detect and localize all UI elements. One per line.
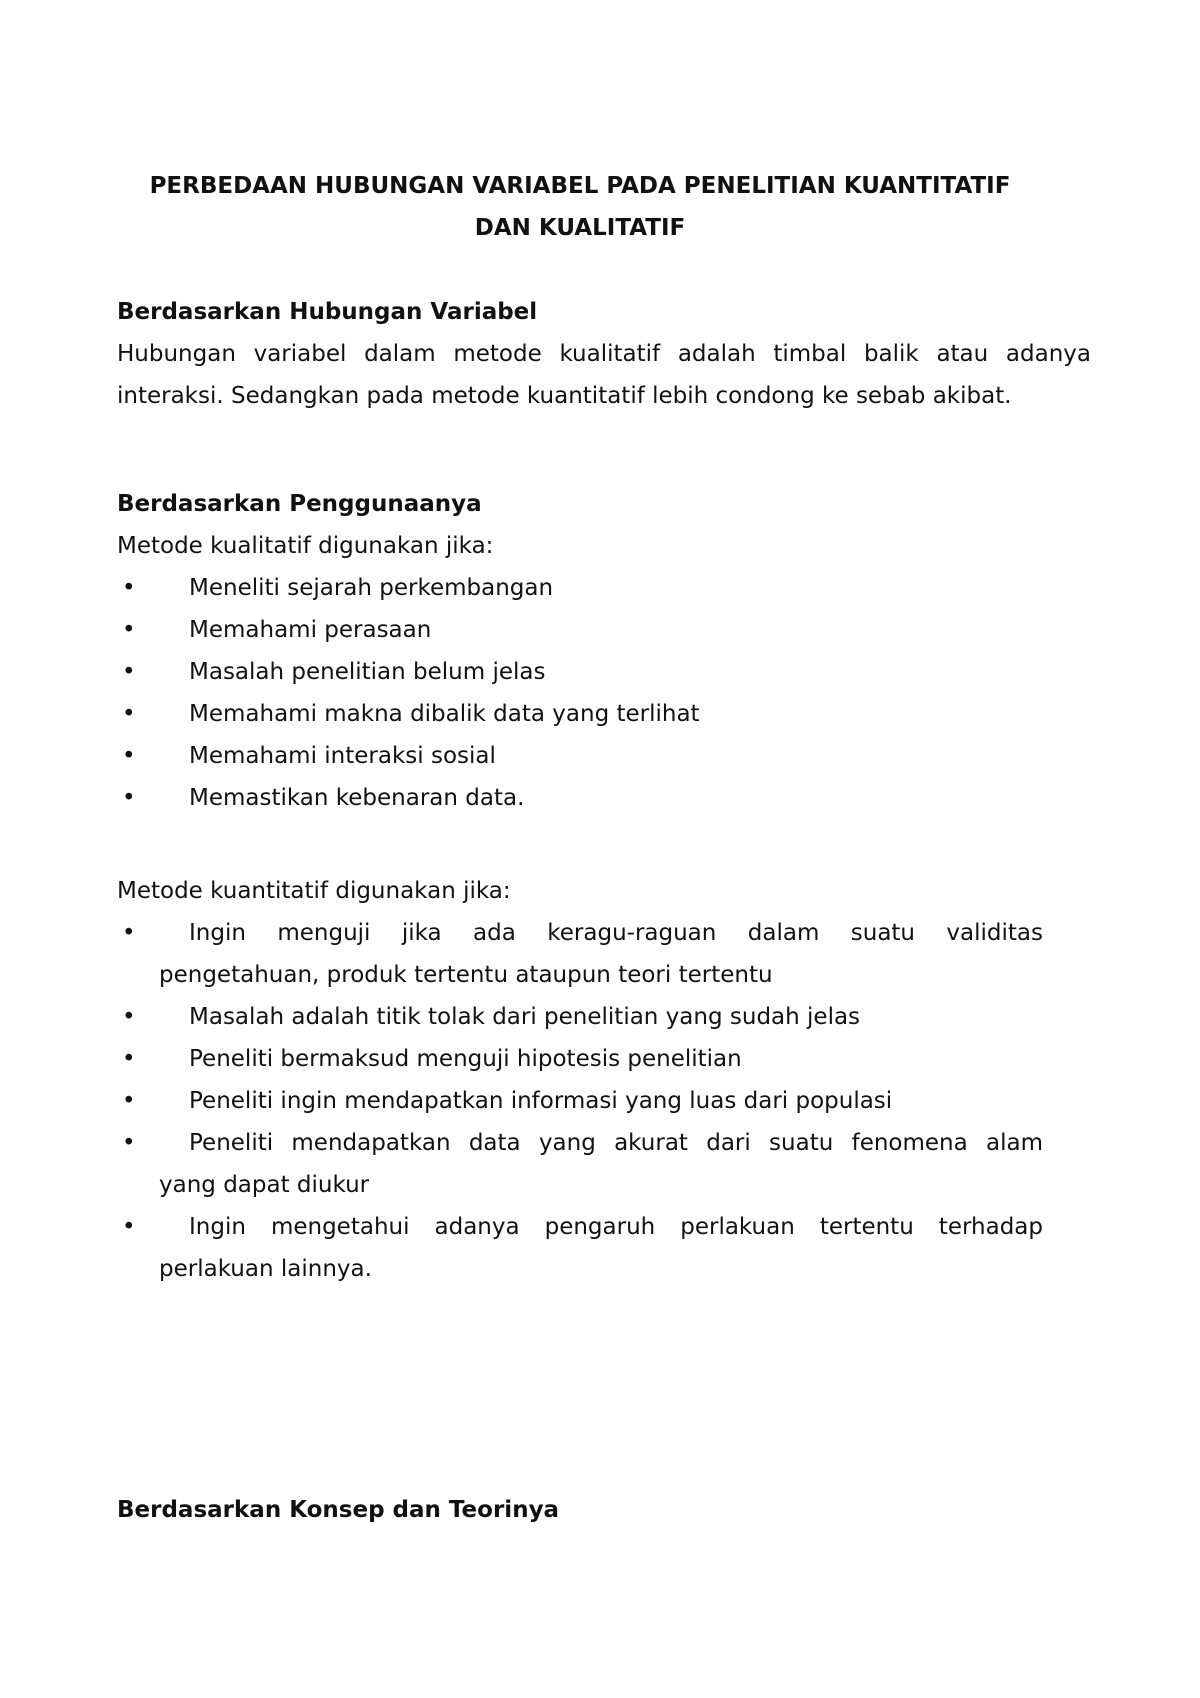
qualitative-list [117, 567, 1043, 819]
bullet-icon: • [122, 1004, 136, 1030]
qualitative-intro: Metode kualitatif digunakan jika: [117, 533, 494, 559]
list-item: • Peneliti mendapatkan data yang akurat dari suatu fenomena alam yang dapat diukur [117, 1122, 1043, 1206]
list-item: • Peneliti bermaksud menguji hipotesis penelitian [117, 1038, 1043, 1080]
list-item: • Memahami perasaan [117, 609, 1043, 651]
bullet-icon: • [122, 1046, 136, 1072]
document-title-line-2: DAN KUALITATIF [474, 215, 686, 241]
list-item: • Meneliti sejarah perkembangan [117, 567, 1043, 609]
list-item: • Memahami makna dibalik data yang terlihat [117, 693, 1043, 735]
document-title-line-1: PERBEDAAN HUBUNGAN VARIABEL PADA PENELITIAN KUANTITATIF [149, 173, 1011, 199]
paragraph-line: Hubungan variabel dalam metode kualitatif adalah timbal balik atau adanya [117, 341, 1091, 367]
bullet-icon: • [122, 617, 136, 643]
list-item: • Memahami interaksi sosial [117, 735, 1043, 777]
bullet-icon: • [122, 659, 136, 685]
bullet-icon: • [122, 575, 136, 601]
list-item: • Ingin menguji jika ada keragu-raguan dalam suatu validitas pengetahuan, produk tertentu ataupun teori tertentu [117, 912, 1043, 996]
list-item: • Masalah penelitian belum jelas [117, 651, 1043, 693]
list-item: • Ingin mengetahui adanya pengaruh perlakuan tertentu terhadap perlakuan lainnya. [117, 1206, 1043, 1290]
bullet-icon: • [122, 1214, 136, 1240]
bullet-icon: • [122, 1130, 136, 1156]
list-item: • Peneliti ingin mendapatkan informasi yang luas dari populasi [117, 1080, 1043, 1122]
quantitative-list [117, 912, 1043, 1290]
section-heading-konsep-teori: Berdasarkan Konsep dan Teorinya [117, 1497, 560, 1523]
section-heading-penggunaan: Berdasarkan Penggunaanya [117, 491, 482, 517]
paragraph-line: interaksi. Sedangkan pada metode kuantitatif lebih condong ke sebab akibat. [117, 383, 1012, 409]
quantitative-intro: Metode kuantitatif digunakan jika: [117, 878, 511, 904]
bullet-icon: • [122, 701, 136, 727]
list-item: • Memastikan kebenaran data. [117, 777, 1043, 819]
section-heading-hubungan-variabel: Berdasarkan Hubungan Variabel [117, 299, 538, 325]
section-paragraph-hubungan-variabel [117, 333, 1091, 417]
bullet-icon: • [122, 1088, 136, 1114]
list-item: • Masalah adalah titik tolak dari penelitian yang sudah jelas [117, 996, 1043, 1038]
bullet-icon: • [122, 743, 136, 769]
bullet-icon: • [122, 785, 136, 811]
bullet-icon: • [122, 920, 136, 946]
